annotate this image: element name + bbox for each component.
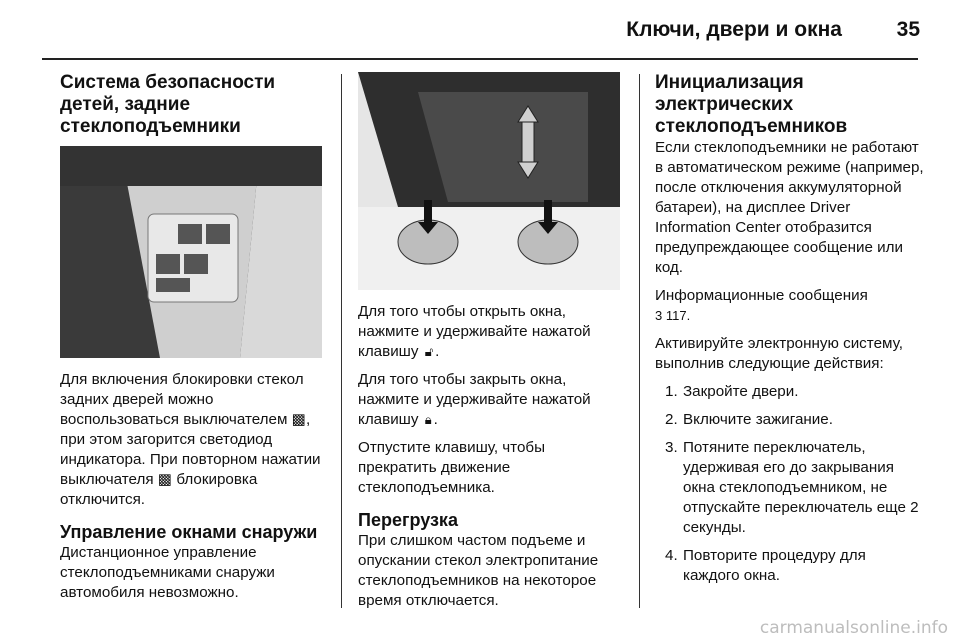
section-heading-child-lock: Система безопасности детей, задние стеклоподъемники (60, 72, 276, 137)
info-messages-text: Информационные сообщения (655, 287, 868, 304)
child-lock-paragraph: Для включения блокировки стекол задних дверей можно воспользоваться выключателем ▩, при этом загорится светодиод индикатора. При повторном нажатии выключателя ▩ блокировка отключится. (60, 371, 321, 508)
step-text: Повторите процедуру для каждого окна. (683, 547, 866, 584)
release-key-paragraph: Отпустите клавишу, чтобы прекратить движение стеклоподъемника. (358, 439, 546, 496)
column-divider-1 (341, 74, 342, 608)
step-number: 2. (665, 411, 678, 428)
column-divider-2 (639, 74, 640, 608)
remote-key-illustration (358, 72, 620, 290)
key-lock-icon: 🔒︎ (424, 412, 432, 427)
open-windows-paragraph: Для того чтобы открыть окна, нажмите и удерживайте нажатой клавишу 🔓︎ . (358, 303, 591, 360)
list-item (655, 546, 925, 586)
step-number: 4. (665, 547, 678, 564)
open-windows-text: Для того чтобы открыть окна, нажмите и удерживайте нажатой клавишу (358, 303, 591, 360)
close-windows-text: Для того чтобы закрыть окна, нажмите и удерживайте нажатой клавишу (358, 371, 591, 428)
list-item (655, 438, 925, 538)
page-header-title: Ключи, двери и окна (626, 18, 842, 41)
outside-control-paragraph: Дистанционное управление стеклоподъемниками снаружи автомобиля невозможно. (60, 544, 275, 601)
list-item (655, 382, 925, 402)
page-number: 35 (896, 18, 920, 41)
step-number: 3. (665, 439, 678, 456)
step-text: Потяните переключатель, удерживая его до закрывания окна стеклоподъемником, не отпускайте переключатель еще 2 секунды. (683, 439, 919, 536)
door-switch-illustration (60, 146, 322, 358)
section-heading-initialization: Инициализация электрических стеклоподъемников (655, 72, 848, 137)
page-reference: 3 117. (655, 308, 691, 323)
step-number: 1. (665, 383, 678, 400)
column-2 (358, 72, 626, 611)
overload-paragraph: При слишком частом подъеме и опускании стекол электропитание стеклоподъемников на некоторое время отключается. (358, 532, 599, 609)
key-unlock-icon: 🔓︎ (424, 344, 434, 359)
list-item (655, 410, 925, 430)
initialization-paragraph: Если стеклоподъемники не работают в автоматическом режиме (например, после отключения аккумуляторной батареи), на дисплее Driver Information Center отобразится предупреждающее сообщение или код. (655, 139, 924, 276)
column-1 (60, 72, 328, 603)
info-messages-paragraph (655, 286, 925, 326)
watermark: carmanualsonline.info (759, 618, 948, 638)
step-text: Закройте двери. (683, 383, 799, 400)
activate-paragraph: Активируйте электронную систему, выполнив следующие действия: (655, 335, 903, 372)
steps-list (655, 382, 925, 586)
step-text: Включите зажигание. (683, 411, 833, 428)
section-heading-overload: Перегрузка (358, 510, 458, 530)
header-divider (42, 58, 918, 60)
column-3 (655, 72, 925, 586)
section-heading-outside-control: Управление окнами снаружи (60, 522, 318, 542)
close-windows-paragraph: Для того чтобы закрыть окна, нажмите и удерживайте нажатой клавишу 🔒︎ . (358, 371, 591, 428)
